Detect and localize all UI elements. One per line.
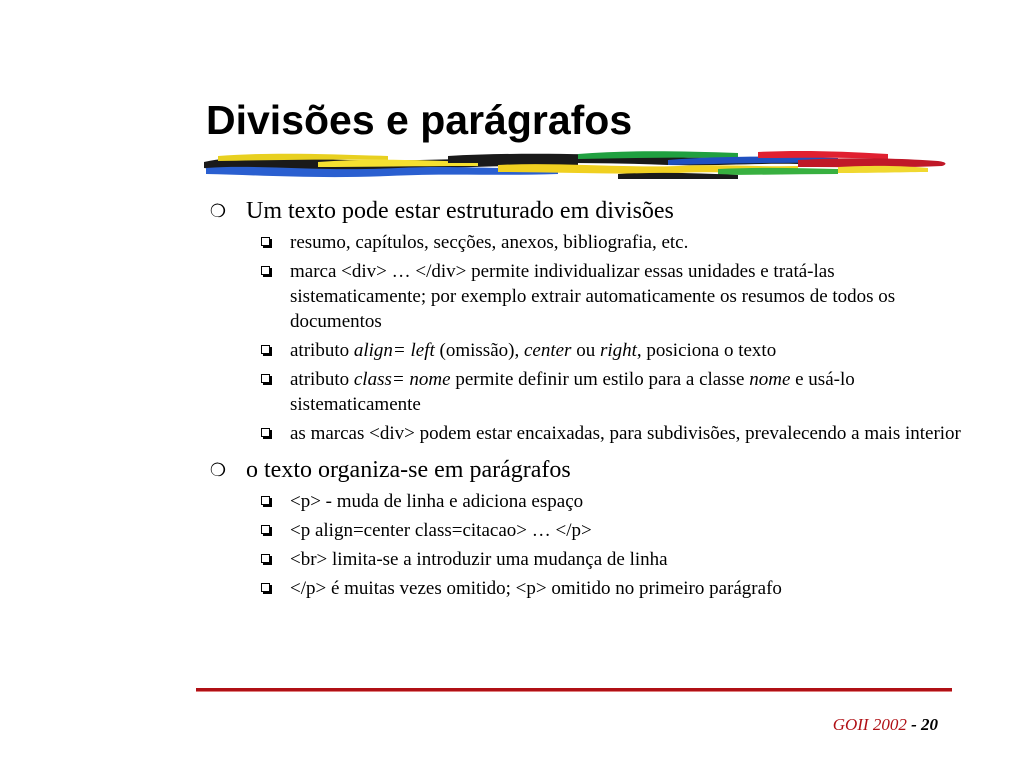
hollow-square-bullet-icon bbox=[261, 237, 270, 246]
bullet-text: Um texto pode estar estruturado em divisões bbox=[246, 198, 674, 224]
page-number: 20 bbox=[921, 715, 938, 734]
slide-body bbox=[0, 193, 1024, 601]
slide-footer bbox=[833, 713, 938, 737]
footer-separator: - bbox=[906, 715, 921, 734]
sub-bullet-br-tag bbox=[290, 547, 964, 572]
footer-rule bbox=[196, 688, 952, 692]
slide-title: Divisões e parágrafos bbox=[206, 97, 633, 143]
italic-term: nome bbox=[749, 369, 791, 390]
sub-bullet-text: </p> é muitas vezes omitido; <p> omitido no primeiro parágrafo bbox=[290, 578, 782, 599]
text-run: (omissão), bbox=[434, 340, 524, 361]
sub-bullet-align-attribute bbox=[290, 338, 964, 363]
course-label: GOII 2002 bbox=[832, 715, 907, 734]
bullet-paragraphs bbox=[209, 452, 1024, 485]
sub-bullet-text: <br> limita-se a introduzir uma mudança de linha bbox=[290, 549, 668, 570]
hollow-square-bullet-icon bbox=[261, 583, 270, 592]
sub-bullet-p-omitted bbox=[290, 576, 964, 601]
sub-bullet-text: marca <div> … </div> permite individualizar essas unidades e tratá-las sistematicamente; por exemplo extrair automaticamente os resumos de todos os documentos bbox=[290, 261, 896, 332]
sub-bullet-nested-divs bbox=[290, 421, 964, 446]
sub-bullet-text: <p> - muda de linha e adiciona espaço bbox=[290, 491, 584, 512]
sub-bullet-text: as marcas <div> podem estar encaixadas, para subdivisões, prevalecendo a mais interior bbox=[290, 423, 961, 444]
hollow-square-bullet-icon bbox=[261, 266, 270, 275]
hollow-square-bullet-icon bbox=[261, 554, 270, 563]
italic-term: center bbox=[523, 340, 572, 361]
bullet-divisions bbox=[209, 193, 1024, 226]
hollow-square-bullet-icon bbox=[261, 345, 270, 354]
hollow-square-bullet-icon bbox=[261, 428, 270, 437]
hollow-square-bullet-icon bbox=[261, 374, 270, 383]
brush-stroke-divider bbox=[198, 148, 954, 184]
sub-bullet-p-align-example bbox=[290, 518, 964, 543]
hollow-square-bullet-icon bbox=[261, 525, 270, 534]
hollow-circle-bullet-icon: ❍ bbox=[209, 460, 227, 480]
text-run: , posiciona o texto bbox=[636, 340, 777, 361]
text-run: atributo bbox=[290, 340, 354, 361]
sub-bullet-text: resumo, capítulos, secções, anexos, bibliografia, etc. bbox=[290, 232, 689, 253]
sub-bullet-sections bbox=[290, 230, 964, 255]
text-run: ou bbox=[571, 340, 600, 361]
sub-bullet-text: <p align=center class=citacao> … </p> bbox=[290, 520, 592, 541]
hollow-circle-bullet-icon: ❍ bbox=[209, 201, 227, 221]
hollow-square-bullet-icon bbox=[261, 496, 270, 505]
italic-term: class= nome bbox=[353, 369, 451, 390]
text-run: atributo bbox=[290, 369, 354, 390]
italic-term: align= left bbox=[353, 340, 435, 361]
sub-bullet-div-tag bbox=[290, 259, 964, 334]
text-run: permite definir um estilo para a classe bbox=[450, 369, 750, 390]
italic-term: right bbox=[599, 340, 637, 361]
sub-bullet-class-attribute bbox=[290, 367, 964, 417]
text-run: e usá-lo sistematicamente bbox=[290, 369, 855, 415]
sub-bullet-p-tag bbox=[290, 489, 964, 514]
bullet-text: o texto organiza-se em parágrafos bbox=[246, 457, 571, 483]
